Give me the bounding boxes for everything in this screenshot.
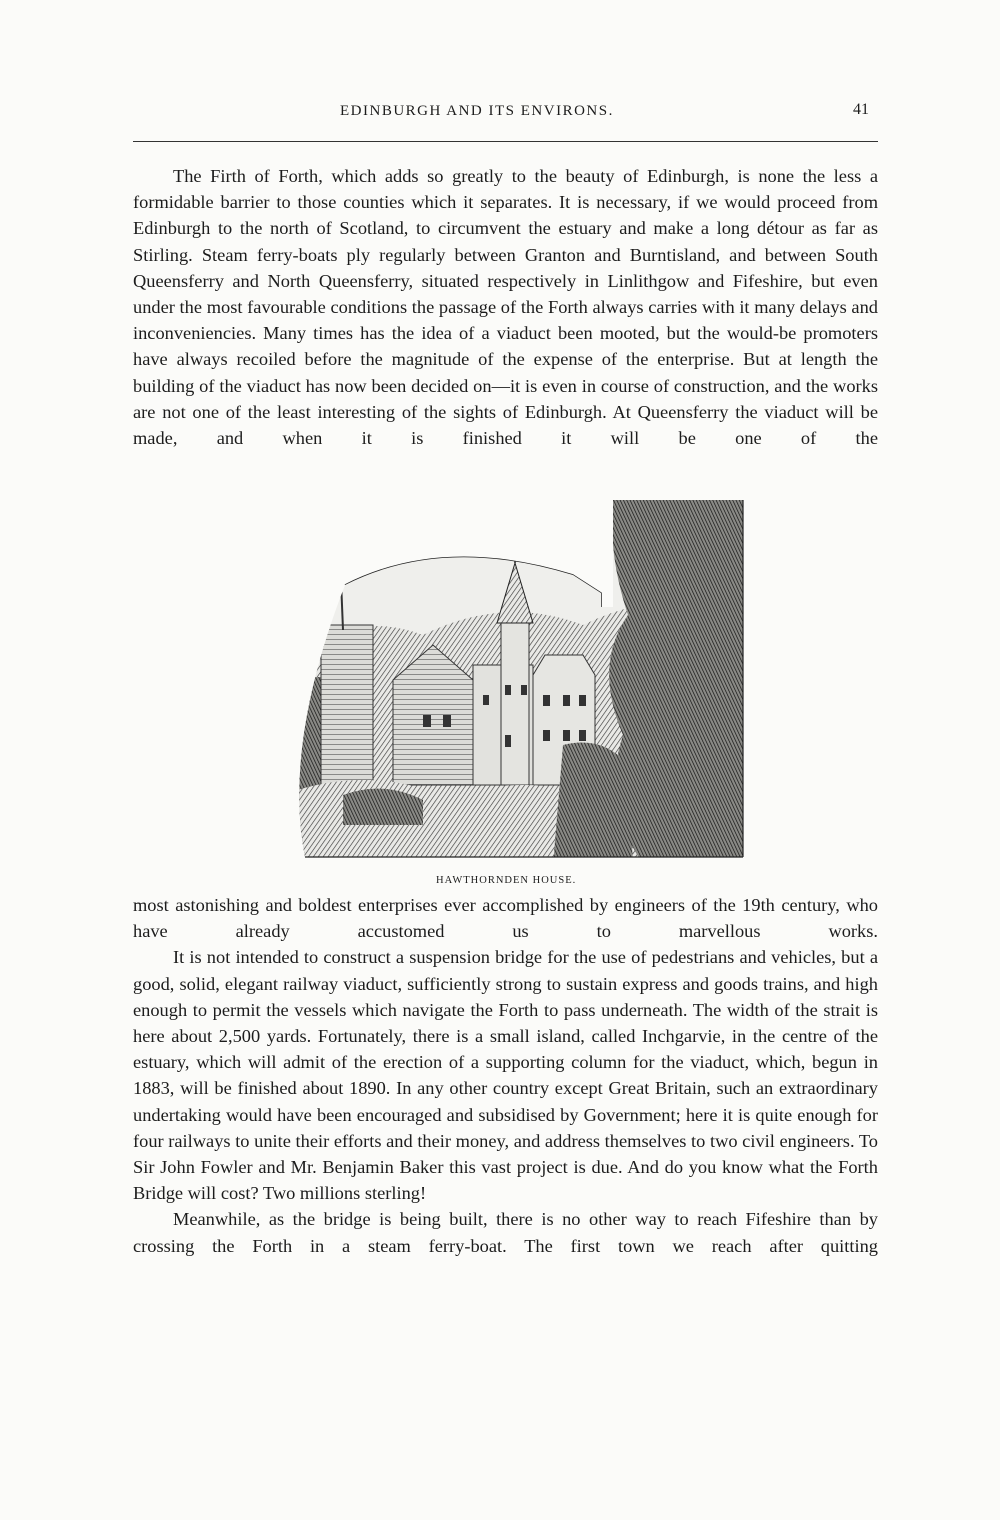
page-number: 41 xyxy=(853,101,869,118)
body-text-bottom xyxy=(133,892,878,1259)
hawthornden-house-engraving xyxy=(283,495,745,865)
paragraph: It is not intended to construct a suspension bridge for the use of pedestrians and vehicles, but a good, solid, elegant railway viaduct, sufficiently strong to sustain express and goods trains, and high enough to permit the vessels which navigate the Forth to pass underneath. The width of the strait is here about 2,500 yards. Fortunately, there is a small island, called Inchgarvie, in the centre of the estuary, which will admit of the erection of a supporting column for the viaduct, which, begun in 1883, will be finished about 1890. In any other country except Great Britain, such an extraordinary undertaking would have been encouraged and subsidised by Government; here it is quite enough for four railways to unite their efforts and their money, and address themselves to two civil engineers. To Sir John Fowler and Mr. Benjamin Baker this vast project is due. And do you know what the Forth Bridge will cost? Two millions sterling! xyxy=(133,947,878,1204)
running-title: EDINBURGH AND ITS ENVIRONS. xyxy=(340,103,614,119)
figure-caption: HAWTHORNDEN HOUSE. xyxy=(436,875,577,886)
paragraph: Meanwhile, as the bridge is being built, there is no other way to reach Fifeshire than by crossing the Forth in a steam ferry-boat. The first town we reach after quitting xyxy=(133,1209,878,1256)
body-text-top xyxy=(133,163,878,451)
paragraph-continuation: most astonishing and boldest enterprises ever accomplished by engineers of the 19th century, who have already accustomed us to marvellous works. xyxy=(133,895,878,942)
header-rule xyxy=(133,141,878,142)
paragraph: The Firth of Forth, which adds so greatly to the beauty of Edinburgh, is none the less a formidable barrier to those counties which it separates. It is necessary, if we would proceed from Edinburgh to the north of Scotland, to circumvent the estuary and make a long détour as far as Stirling. Steam ferry-boats ply regularly between Granton and Burntisland, and between South Queensferry and North Queensferry, situated respectively in Linlithgow and Fifeshire, but even under the most favourable conditions the passage of the Forth always carries with it many delays and inconveniencies. Many times has the idea of a viaduct been mooted, but the would-be promoters have always recoiled before the magnitude of the expense of the enterprise. But at length the building of the viaduct has now been decided on—it is even in course of construction, and the works are not one of the least interesting of the sights of Edinburgh. At Queensferry the viaduct will be made, and when it is finished it will be one of the xyxy=(133,166,878,449)
